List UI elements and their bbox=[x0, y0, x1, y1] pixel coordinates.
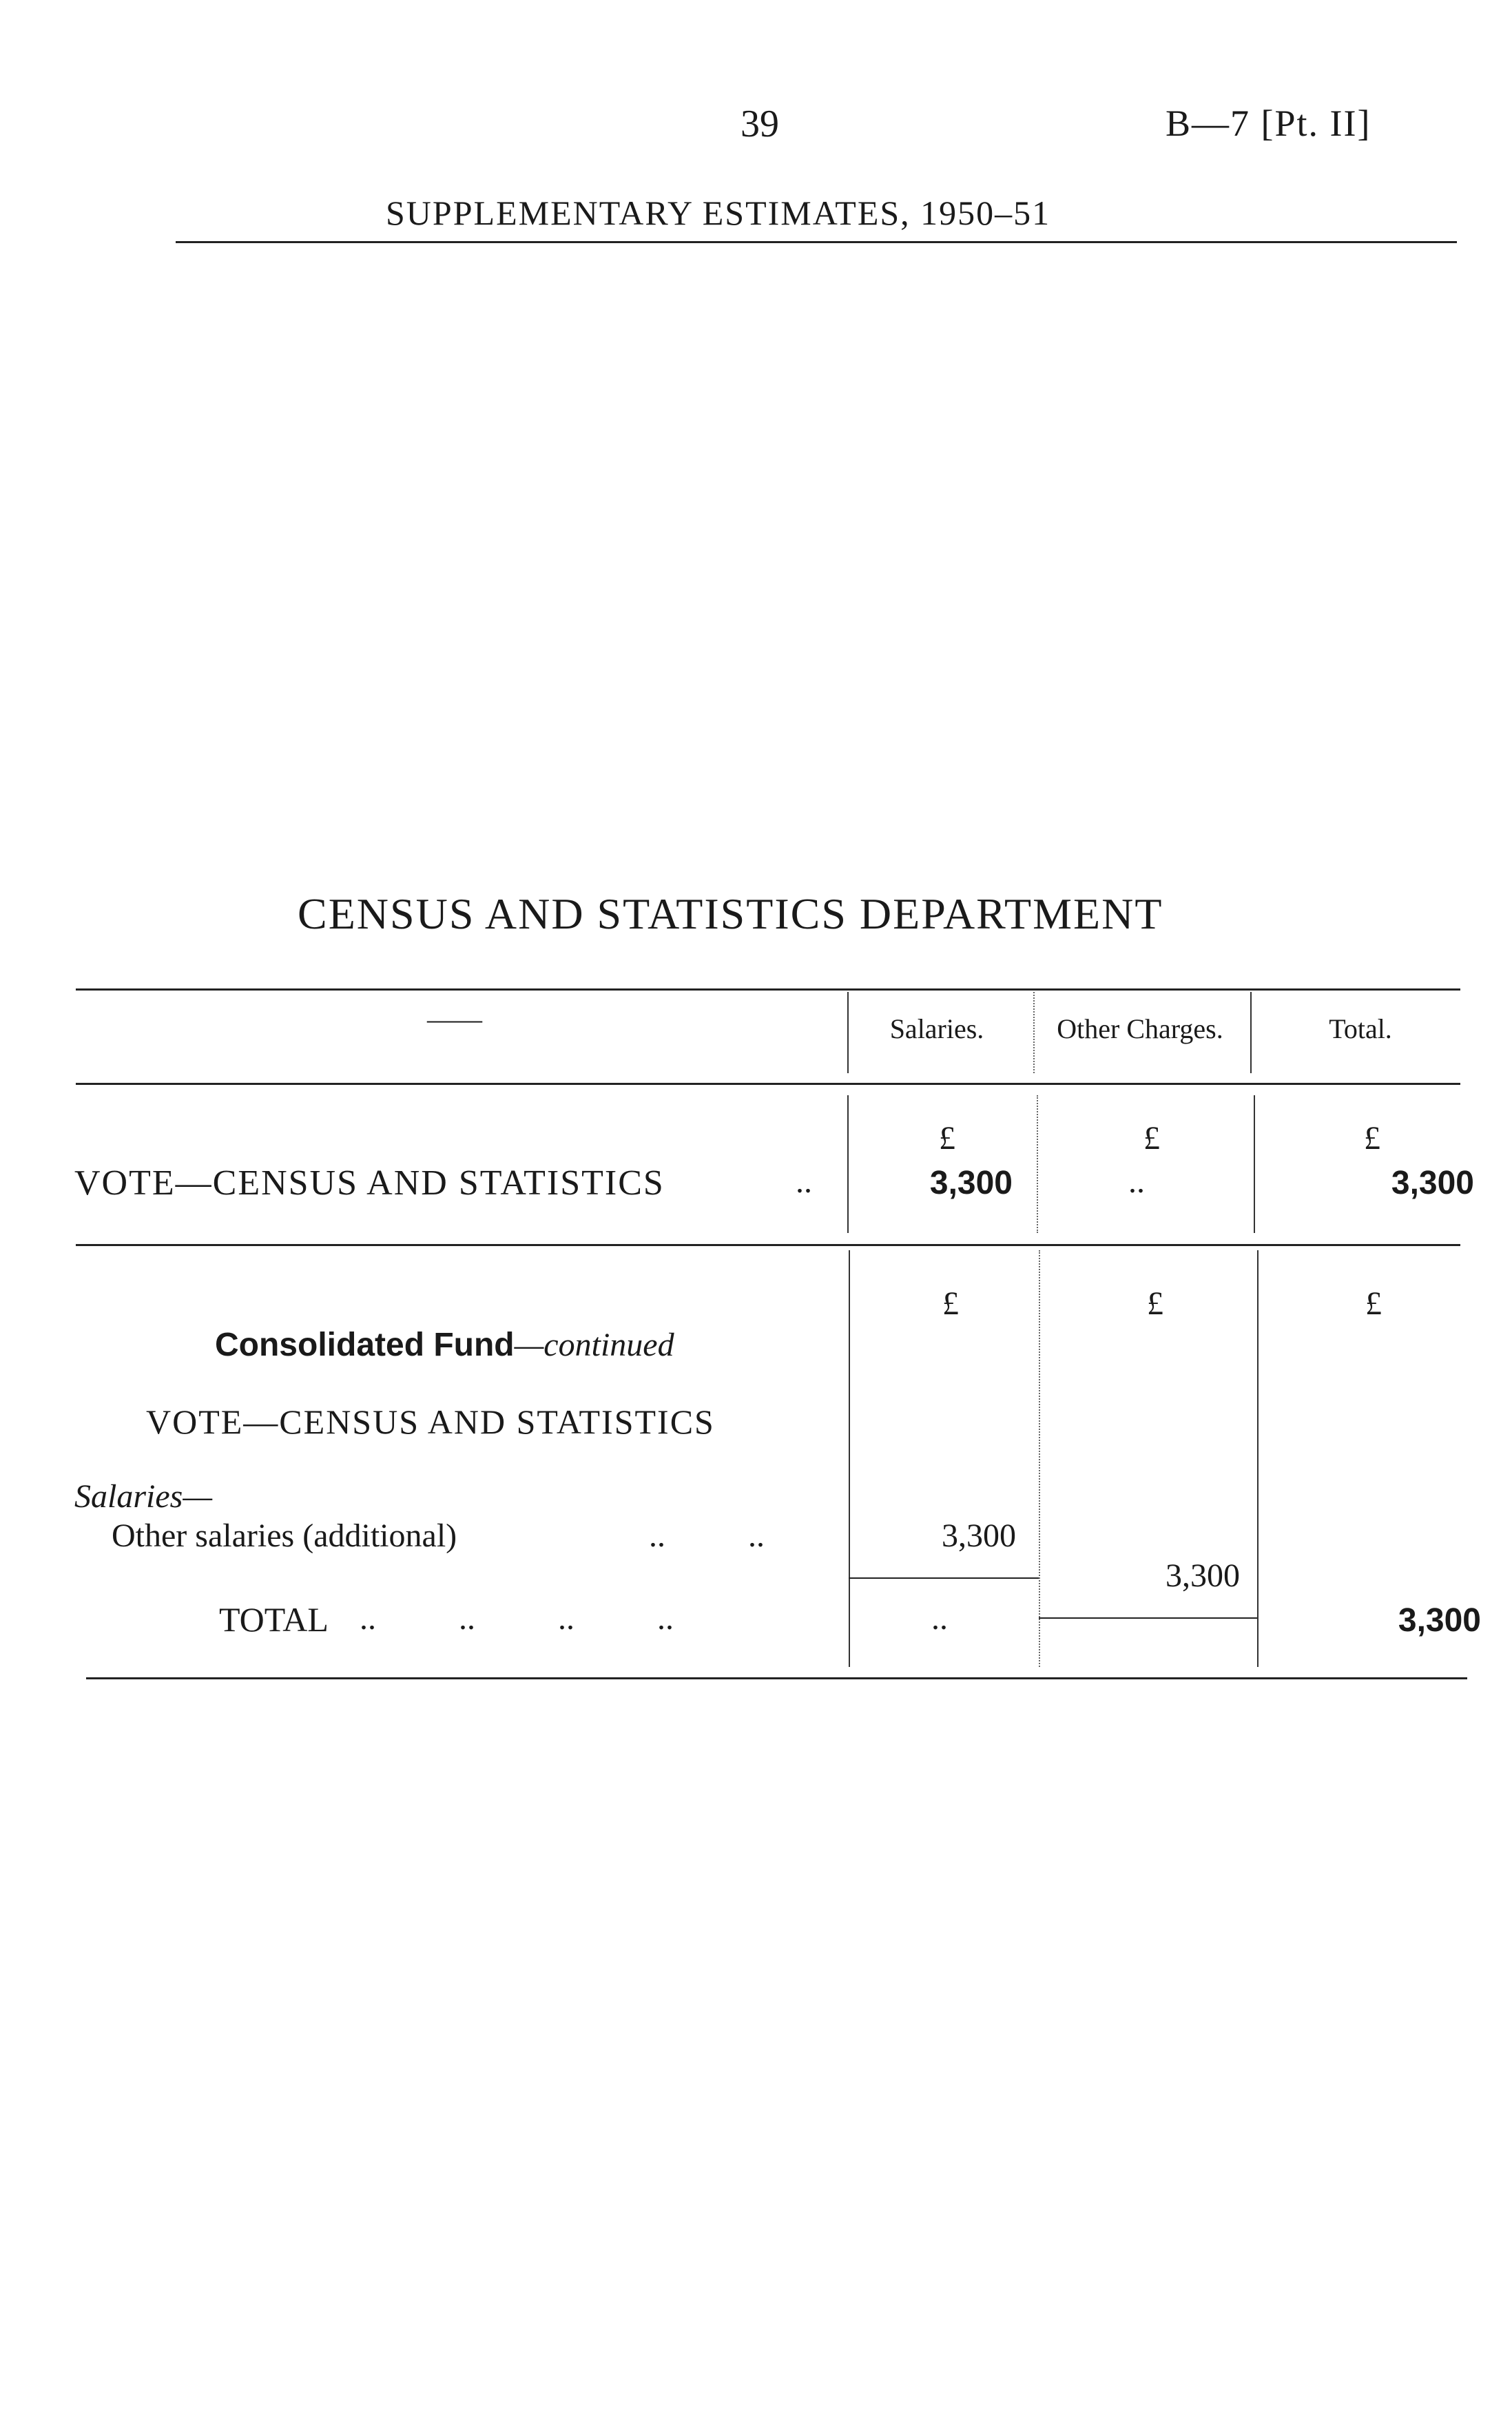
page-number: 39 bbox=[741, 103, 779, 145]
column-header-other-charges: Other Charges. bbox=[1057, 1013, 1223, 1044]
header-rule bbox=[176, 241, 1457, 243]
summary-row-label: VOTE—CENSUS AND STATISTICS bbox=[74, 1163, 665, 1203]
summary-divider-3 bbox=[1250, 992, 1252, 1073]
summary-body-divider-2 bbox=[1037, 1095, 1038, 1233]
fund-heading-italic: —continued bbox=[514, 1327, 674, 1363]
item-label: Other salaries (additional) bbox=[112, 1517, 457, 1554]
summary-header-rule bbox=[76, 1083, 1460, 1085]
detail-bottom-rule bbox=[86, 1677, 1467, 1679]
total-label: TOTAL bbox=[219, 1600, 329, 1639]
summary-divider-2 bbox=[1033, 992, 1035, 1073]
summary-body-divider-3 bbox=[1254, 1095, 1255, 1233]
summary-divider-1 bbox=[847, 992, 849, 1073]
summary-total-value: 3,300 bbox=[1391, 1165, 1474, 1201]
summary-body-divider-1 bbox=[847, 1095, 849, 1233]
summary-salaries-value: 3,300 bbox=[929, 1165, 1013, 1201]
department-title: CENSUS AND STATISTICS DEPARTMENT bbox=[298, 889, 1163, 938]
detail-pound-salaries: £ bbox=[942, 1285, 959, 1322]
document-title: SUPPLEMENTARY ESTIMATES, 1950–51 bbox=[386, 194, 1051, 232]
fund-heading bbox=[215, 1326, 674, 1364]
summary-pound-other: £ bbox=[1143, 1120, 1160, 1157]
document-reference: B—7 [Pt. II] bbox=[1166, 103, 1371, 144]
detail-divider-3 bbox=[1257, 1250, 1259, 1667]
summary-blank-header: —— bbox=[427, 1004, 482, 1035]
detail-pound-other: £ bbox=[1147, 1285, 1163, 1322]
summary-pound-total: £ bbox=[1364, 1120, 1380, 1157]
column-header-total: Total. bbox=[1329, 1013, 1392, 1044]
summary-pound-salaries: £ bbox=[939, 1120, 955, 1157]
detail-pound-total: £ bbox=[1365, 1285, 1382, 1322]
column-header-salaries: Salaries. bbox=[889, 1013, 984, 1044]
item-other-charges-value: 3,300 bbox=[1166, 1557, 1240, 1594]
detail-divider-1 bbox=[849, 1250, 850, 1667]
item-salaries-value: 3,300 bbox=[942, 1517, 1016, 1554]
fund-heading-bold: Consolidated Fund bbox=[215, 1327, 515, 1363]
section-label-salaries: Salaries— bbox=[74, 1478, 213, 1515]
item-leaders: .. .. bbox=[649, 1517, 765, 1554]
other-charges-subtotal-rule bbox=[1039, 1617, 1257, 1619]
detail-divider-2 bbox=[1039, 1250, 1040, 1667]
summary-other-charges-value: .. bbox=[1128, 1163, 1145, 1200]
summary-bottom-rule bbox=[76, 1244, 1460, 1246]
total-leaders: .. .. .. .. bbox=[360, 1600, 674, 1637]
total-amount: 3,300 bbox=[1398, 1602, 1481, 1639]
vote-heading: VOTE—CENSUS AND STATISTICS bbox=[146, 1402, 715, 1441]
total-salaries-value: .. bbox=[931, 1600, 948, 1637]
salaries-subtotal-rule bbox=[849, 1577, 1039, 1579]
summary-top-rule bbox=[76, 988, 1460, 991]
summary-row-leader: .. bbox=[796, 1163, 812, 1200]
